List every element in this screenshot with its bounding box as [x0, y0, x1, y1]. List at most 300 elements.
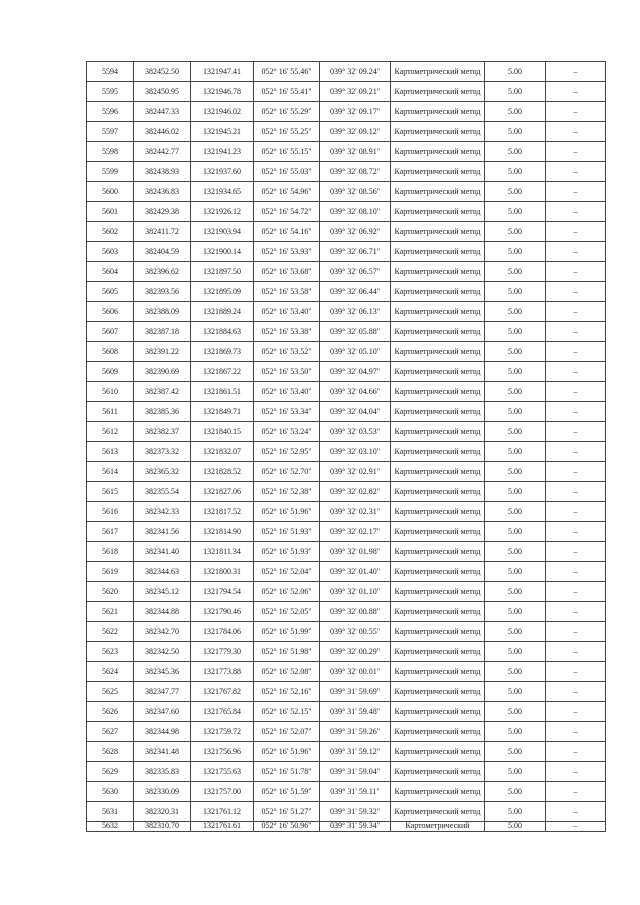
table-row	[87, 562, 606, 582]
latitude-cell: 052° 16' 51.96"	[254, 742, 320, 762]
method-cell: Картометрический метод	[391, 142, 485, 162]
accuracy-cell: 5.00	[485, 822, 546, 832]
description-cell: –	[546, 322, 606, 342]
point-number-cell: 5615	[87, 482, 134, 502]
accuracy-cell: 5.00	[485, 62, 546, 82]
y-coordinate-cell: 1321817.52	[191, 502, 254, 522]
longitude-cell: 039° 32' 06.57"	[320, 262, 391, 282]
y-coordinate-cell: 1321790.46	[191, 602, 254, 622]
method-cell: Картометрический метод	[391, 522, 485, 542]
point-number-cell: 5610	[87, 382, 134, 402]
method-cell: Картометрический метод	[391, 362, 485, 382]
accuracy-cell: 5.00	[485, 422, 546, 442]
y-coordinate-cell: 1321827.06	[191, 482, 254, 502]
y-coordinate-cell: 1321832.07	[191, 442, 254, 462]
table-row	[87, 362, 606, 382]
point-number-cell: 5599	[87, 162, 134, 182]
table-row	[87, 322, 606, 342]
y-coordinate-cell: 1321884.63	[191, 322, 254, 342]
latitude-cell: 052° 16' 53.93"	[254, 242, 320, 262]
longitude-cell: 039° 32' 05.10"	[320, 342, 391, 362]
description-cell: –	[546, 162, 606, 182]
point-number-cell: 5627	[87, 722, 134, 742]
latitude-cell: 052° 16' 55.03"	[254, 162, 320, 182]
x-coordinate-cell: 382438.93	[134, 162, 191, 182]
method-cell: Картометрический метод	[391, 722, 485, 742]
latitude-cell: 052° 16' 51.93"	[254, 542, 320, 562]
accuracy-cell: 5.00	[485, 222, 546, 242]
latitude-cell: 052° 16' 52.06"	[254, 582, 320, 602]
x-coordinate-cell: 382393.56	[134, 282, 191, 302]
table-row	[87, 582, 606, 602]
description-cell: –	[546, 602, 606, 622]
table-row	[87, 422, 606, 442]
latitude-cell: 052° 16' 52.04"	[254, 562, 320, 582]
method-cell: Картометрический метод	[391, 202, 485, 222]
longitude-cell: 039° 32' 06.44"	[320, 282, 391, 302]
y-coordinate-cell: 1321828.52	[191, 462, 254, 482]
point-number-cell: 5621	[87, 602, 134, 622]
longitude-cell: 039° 31' 59.04"	[320, 762, 391, 782]
latitude-cell: 052° 16' 55.15"	[254, 142, 320, 162]
latitude-cell: 052° 16' 53.40"	[254, 382, 320, 402]
x-coordinate-cell: 382450.95	[134, 82, 191, 102]
y-coordinate-cell: 1321784.06	[191, 622, 254, 642]
point-number-cell: 5628	[87, 742, 134, 762]
latitude-cell: 052° 16' 55.29"	[254, 102, 320, 122]
method-cell: Картометрический метод	[391, 402, 485, 422]
point-number-cell: 5624	[87, 662, 134, 682]
point-number-cell: 5630	[87, 782, 134, 802]
table-row	[87, 762, 606, 782]
table-row	[87, 102, 606, 122]
method-cell: Картометрический метод	[391, 762, 485, 782]
latitude-cell: 052° 16' 52.16"	[254, 682, 320, 702]
description-cell: –	[546, 662, 606, 682]
y-coordinate-cell: 1321895.09	[191, 282, 254, 302]
table-row	[87, 182, 606, 202]
method-cell: Картометрический метод	[391, 782, 485, 802]
table-row	[87, 682, 606, 702]
point-number-cell: 5594	[87, 62, 134, 82]
point-number-cell: 5609	[87, 362, 134, 382]
method-cell: Картометрический метод	[391, 342, 485, 362]
point-number-cell: 5629	[87, 762, 134, 782]
y-coordinate-cell: 1321794.54	[191, 582, 254, 602]
longitude-cell: 039° 31' 59.34"	[320, 822, 391, 832]
method-cell: Картометрический метод	[391, 462, 485, 482]
longitude-cell: 039° 32' 09.17"	[320, 102, 391, 122]
method-cell: Картометрический метод	[391, 742, 485, 762]
table-row	[87, 602, 606, 622]
method-cell: Картометрический метод	[391, 602, 485, 622]
method-cell: Картометрический метод	[391, 582, 485, 602]
latitude-cell: 052° 16' 55.25"	[254, 122, 320, 142]
point-number-cell: 5596	[87, 102, 134, 122]
x-coordinate-cell: 382373.32	[134, 442, 191, 462]
method-cell: Картометрический метод	[391, 442, 485, 462]
y-coordinate-cell: 1321759.72	[191, 722, 254, 742]
accuracy-cell: 5.00	[485, 162, 546, 182]
method-cell: Картометрический метод	[391, 562, 485, 582]
longitude-cell: 039° 32' 06.71"	[320, 242, 391, 262]
document-page	[86, 61, 605, 832]
accuracy-cell: 5.00	[485, 282, 546, 302]
longitude-cell: 039° 32' 06.92"	[320, 222, 391, 242]
description-cell: –	[546, 362, 606, 382]
accuracy-cell: 5.00	[485, 442, 546, 462]
method-cell: Картометрический метод	[391, 122, 485, 142]
y-coordinate-cell: 1321947.41	[191, 62, 254, 82]
latitude-cell: 052° 16' 53.40"	[254, 302, 320, 322]
longitude-cell: 039° 32' 03.53"	[320, 422, 391, 442]
x-coordinate-cell: 382396.62	[134, 262, 191, 282]
table-row	[87, 242, 606, 262]
accuracy-cell: 5.00	[485, 522, 546, 542]
y-coordinate-cell: 1321897.50	[191, 262, 254, 282]
table-row	[87, 722, 606, 742]
table-row	[87, 62, 606, 82]
accuracy-cell: 5.00	[485, 802, 546, 822]
accuracy-cell: 5.00	[485, 502, 546, 522]
x-coordinate-cell: 382344.98	[134, 722, 191, 742]
x-coordinate-cell: 382429.38	[134, 202, 191, 222]
longitude-cell: 039° 32' 09.24"	[320, 62, 391, 82]
longitude-cell: 039° 32' 08.10"	[320, 202, 391, 222]
point-number-cell: 5614	[87, 462, 134, 482]
table-row	[87, 462, 606, 482]
x-coordinate-cell: 382390.69	[134, 362, 191, 382]
table-row	[87, 642, 606, 662]
y-coordinate-cell: 1321800.31	[191, 562, 254, 582]
latitude-cell: 052° 16' 54.96"	[254, 182, 320, 202]
latitude-cell: 052° 16' 54.16"	[254, 222, 320, 242]
x-coordinate-cell: 382355.54	[134, 482, 191, 502]
accuracy-cell: 5.00	[485, 102, 546, 122]
y-coordinate-cell: 1321861.51	[191, 382, 254, 402]
description-cell: –	[546, 242, 606, 262]
x-coordinate-cell: 382342.33	[134, 502, 191, 522]
method-cell: Картометрический	[391, 822, 485, 832]
method-cell: Картометрический метод	[391, 282, 485, 302]
table-row	[87, 402, 606, 422]
y-coordinate-cell: 1321767.82	[191, 682, 254, 702]
latitude-cell: 052° 16' 53.50"	[254, 362, 320, 382]
method-cell: Картометрический метод	[391, 222, 485, 242]
method-cell: Картометрический метод	[391, 382, 485, 402]
description-cell: –	[546, 462, 606, 482]
x-coordinate-cell: 382330.09	[134, 782, 191, 802]
latitude-cell: 052° 16' 54.72"	[254, 202, 320, 222]
table-row	[87, 342, 606, 362]
latitude-cell: 052° 16' 51.27"	[254, 802, 320, 822]
x-coordinate-cell: 382344.63	[134, 562, 191, 582]
x-coordinate-cell: 382344.88	[134, 602, 191, 622]
longitude-cell: 039° 32' 02.31"	[320, 502, 391, 522]
accuracy-cell: 5.00	[485, 702, 546, 722]
table-row	[87, 82, 606, 102]
point-number-cell: 5603	[87, 242, 134, 262]
description-cell: –	[546, 382, 606, 402]
description-cell: –	[546, 282, 606, 302]
description-cell: –	[546, 522, 606, 542]
x-coordinate-cell: 382385.36	[134, 402, 191, 422]
y-coordinate-cell: 1321779.30	[191, 642, 254, 662]
method-cell: Картометрический метод	[391, 262, 485, 282]
longitude-cell: 039° 32' 08.56"	[320, 182, 391, 202]
x-coordinate-cell: 382387.42	[134, 382, 191, 402]
longitude-cell: 039° 32' 02.91"	[320, 462, 391, 482]
accuracy-cell: 5.00	[485, 342, 546, 362]
y-coordinate-cell: 1321946.02	[191, 102, 254, 122]
accuracy-cell: 5.00	[485, 182, 546, 202]
accuracy-cell: 5.00	[485, 782, 546, 802]
y-coordinate-cell: 1321945.21	[191, 122, 254, 142]
longitude-cell: 039° 32' 06.13"	[320, 302, 391, 322]
latitude-cell: 052° 16' 51.96"	[254, 502, 320, 522]
description-cell: –	[546, 622, 606, 642]
table-row	[87, 802, 606, 822]
longitude-cell: 039° 32' 01.40"	[320, 562, 391, 582]
longitude-cell: 039° 32' 01.98"	[320, 542, 391, 562]
x-coordinate-cell: 382341.40	[134, 542, 191, 562]
description-cell: –	[546, 562, 606, 582]
longitude-cell: 039° 32' 02.82"	[320, 482, 391, 502]
description-cell: –	[546, 422, 606, 442]
point-number-cell: 5617	[87, 522, 134, 542]
longitude-cell: 039° 32' 08.91"	[320, 142, 391, 162]
description-cell: –	[546, 482, 606, 502]
y-coordinate-cell: 1321840.15	[191, 422, 254, 442]
description-cell: –	[546, 402, 606, 422]
point-number-cell: 5613	[87, 442, 134, 462]
longitude-cell: 039° 32' 00.55"	[320, 622, 391, 642]
table-row	[87, 662, 606, 682]
x-coordinate-cell: 382388.09	[134, 302, 191, 322]
point-number-cell: 5612	[87, 422, 134, 442]
y-coordinate-cell: 1321761.61	[191, 822, 254, 832]
longitude-cell: 039° 31' 59.69"	[320, 682, 391, 702]
description-cell: –	[546, 102, 606, 122]
accuracy-cell: 5.00	[485, 302, 546, 322]
accuracy-cell: 5.00	[485, 142, 546, 162]
method-cell: Картометрический метод	[391, 422, 485, 442]
description-cell: –	[546, 762, 606, 782]
method-cell: Картометрический метод	[391, 482, 485, 502]
accuracy-cell: 5.00	[485, 762, 546, 782]
description-cell: –	[546, 642, 606, 662]
latitude-cell: 052° 16' 52.05"	[254, 602, 320, 622]
accuracy-cell: 5.00	[485, 722, 546, 742]
x-coordinate-cell: 382342.50	[134, 642, 191, 662]
point-number-cell: 5607	[87, 322, 134, 342]
table-row	[87, 162, 606, 182]
latitude-cell: 052° 16' 51.93"	[254, 522, 320, 542]
latitude-cell: 052° 16' 53.58"	[254, 282, 320, 302]
longitude-cell: 039° 32' 03.10"	[320, 442, 391, 462]
description-cell: –	[546, 342, 606, 362]
longitude-cell: 039° 31' 59.11"	[320, 782, 391, 802]
point-number-cell: 5608	[87, 342, 134, 362]
longitude-cell: 039° 32' 08.72"	[320, 162, 391, 182]
method-cell: Картометрический метод	[391, 62, 485, 82]
x-coordinate-cell: 382335.83	[134, 762, 191, 782]
table-row	[87, 202, 606, 222]
description-cell: –	[546, 302, 606, 322]
point-number-cell: 5597	[87, 122, 134, 142]
accuracy-cell: 5.00	[485, 262, 546, 282]
y-coordinate-cell: 1321773.88	[191, 662, 254, 682]
longitude-cell: 039° 32' 09.12"	[320, 122, 391, 142]
longitude-cell: 039° 31' 59.48"	[320, 702, 391, 722]
description-cell: –	[546, 782, 606, 802]
longitude-cell: 039° 32' 04.97"	[320, 362, 391, 382]
table-row	[87, 282, 606, 302]
longitude-cell: 039° 31' 59.26"	[320, 722, 391, 742]
table-row	[87, 222, 606, 242]
point-number-cell: 5595	[87, 82, 134, 102]
point-number-cell: 5604	[87, 262, 134, 282]
latitude-cell: 052° 16' 51.78"	[254, 762, 320, 782]
y-coordinate-cell: 1321756.96	[191, 742, 254, 762]
table-row	[87, 502, 606, 522]
method-cell: Картометрический метод	[391, 322, 485, 342]
longitude-cell: 039° 32' 00.88"	[320, 602, 391, 622]
x-coordinate-cell: 382341.56	[134, 522, 191, 542]
y-coordinate-cell: 1321765.84	[191, 702, 254, 722]
latitude-cell: 052° 16' 53.52"	[254, 342, 320, 362]
latitude-cell: 052° 16' 52.95"	[254, 442, 320, 462]
method-cell: Картометрический метод	[391, 662, 485, 682]
x-coordinate-cell: 382411.72	[134, 222, 191, 242]
point-number-cell: 5632	[87, 822, 134, 832]
accuracy-cell: 5.00	[485, 402, 546, 422]
latitude-cell: 052° 16' 51.98"	[254, 642, 320, 662]
description-cell: –	[546, 682, 606, 702]
x-coordinate-cell: 382365.32	[134, 462, 191, 482]
table-row	[87, 302, 606, 322]
y-coordinate-cell: 1321903.94	[191, 222, 254, 242]
accuracy-cell: 5.00	[485, 582, 546, 602]
y-coordinate-cell: 1321889.24	[191, 302, 254, 322]
y-coordinate-cell: 1321941.23	[191, 142, 254, 162]
longitude-cell: 039° 32' 00.29"	[320, 642, 391, 662]
longitude-cell: 039° 32' 01.10"	[320, 582, 391, 602]
description-cell: –	[546, 142, 606, 162]
table-row	[87, 782, 606, 802]
latitude-cell: 052° 16' 55.41"	[254, 82, 320, 102]
table-row	[87, 482, 606, 502]
description-cell: –	[546, 442, 606, 462]
description-cell: –	[546, 122, 606, 142]
description-cell: –	[546, 202, 606, 222]
method-cell: Картометрический метод	[391, 502, 485, 522]
accuracy-cell: 5.00	[485, 542, 546, 562]
point-number-cell: 5598	[87, 142, 134, 162]
y-coordinate-cell: 1321811.34	[191, 542, 254, 562]
point-number-cell: 5601	[87, 202, 134, 222]
accuracy-cell: 5.00	[485, 362, 546, 382]
accuracy-cell: 5.00	[485, 202, 546, 222]
table-row	[87, 742, 606, 762]
method-cell: Картометрический метод	[391, 542, 485, 562]
x-coordinate-cell: 382310.70	[134, 822, 191, 832]
x-coordinate-cell: 382404.59	[134, 242, 191, 262]
table-row	[87, 142, 606, 162]
y-coordinate-cell: 1321761.12	[191, 802, 254, 822]
accuracy-cell: 5.00	[485, 602, 546, 622]
table-row	[87, 442, 606, 462]
latitude-cell: 052° 16' 52.08"	[254, 662, 320, 682]
y-coordinate-cell: 1321757.00	[191, 782, 254, 802]
x-coordinate-cell: 382341.48	[134, 742, 191, 762]
accuracy-cell: 5.00	[485, 82, 546, 102]
latitude-cell: 052° 16' 55.46"	[254, 62, 320, 82]
table-row	[87, 262, 606, 282]
description-cell: –	[546, 722, 606, 742]
y-coordinate-cell: 1321934.65	[191, 182, 254, 202]
y-coordinate-cell: 1321946.78	[191, 82, 254, 102]
table-row	[87, 522, 606, 542]
x-coordinate-cell: 382446.02	[134, 122, 191, 142]
y-coordinate-cell: 1321814.90	[191, 522, 254, 542]
method-cell: Картометрический метод	[391, 702, 485, 722]
accuracy-cell: 5.00	[485, 662, 546, 682]
accuracy-cell: 5.00	[485, 382, 546, 402]
description-cell: –	[546, 822, 606, 832]
longitude-cell: 039° 32' 09.21"	[320, 82, 391, 102]
x-coordinate-cell: 382347.77	[134, 682, 191, 702]
longitude-cell: 039° 32' 04.66"	[320, 382, 391, 402]
longitude-cell: 039° 32' 04.04"	[320, 402, 391, 422]
description-cell: –	[546, 182, 606, 202]
description-cell: –	[546, 702, 606, 722]
point-number-cell: 5631	[87, 802, 134, 822]
accuracy-cell: 5.00	[485, 482, 546, 502]
latitude-cell: 052° 16' 53.68"	[254, 262, 320, 282]
method-cell: Картометрический метод	[391, 242, 485, 262]
x-coordinate-cell: 382447.33	[134, 102, 191, 122]
description-cell: –	[546, 62, 606, 82]
latitude-cell: 052° 16' 53.34"	[254, 402, 320, 422]
point-number-cell: 5606	[87, 302, 134, 322]
method-cell: Картометрический метод	[391, 642, 485, 662]
latitude-cell: 052° 16' 53.24"	[254, 422, 320, 442]
coordinates-table	[86, 61, 606, 832]
accuracy-cell: 5.00	[485, 122, 546, 142]
description-cell: –	[546, 262, 606, 282]
table-row	[87, 122, 606, 142]
point-number-cell: 5619	[87, 562, 134, 582]
point-number-cell: 5623	[87, 642, 134, 662]
x-coordinate-cell: 382320.31	[134, 802, 191, 822]
y-coordinate-cell: 1321869.73	[191, 342, 254, 362]
accuracy-cell: 5.00	[485, 242, 546, 262]
longitude-cell: 039° 31' 59.32"	[320, 802, 391, 822]
x-coordinate-cell: 382347.60	[134, 702, 191, 722]
description-cell: –	[546, 82, 606, 102]
x-coordinate-cell: 382442.77	[134, 142, 191, 162]
latitude-cell: 052° 16' 53.38"	[254, 322, 320, 342]
x-coordinate-cell: 382391.22	[134, 342, 191, 362]
accuracy-cell: 5.00	[485, 462, 546, 482]
method-cell: Картометрический метод	[391, 302, 485, 322]
accuracy-cell: 5.00	[485, 322, 546, 342]
x-coordinate-cell: 382382.37	[134, 422, 191, 442]
point-number-cell: 5616	[87, 502, 134, 522]
method-cell: Картометрический метод	[391, 162, 485, 182]
point-number-cell: 5620	[87, 582, 134, 602]
